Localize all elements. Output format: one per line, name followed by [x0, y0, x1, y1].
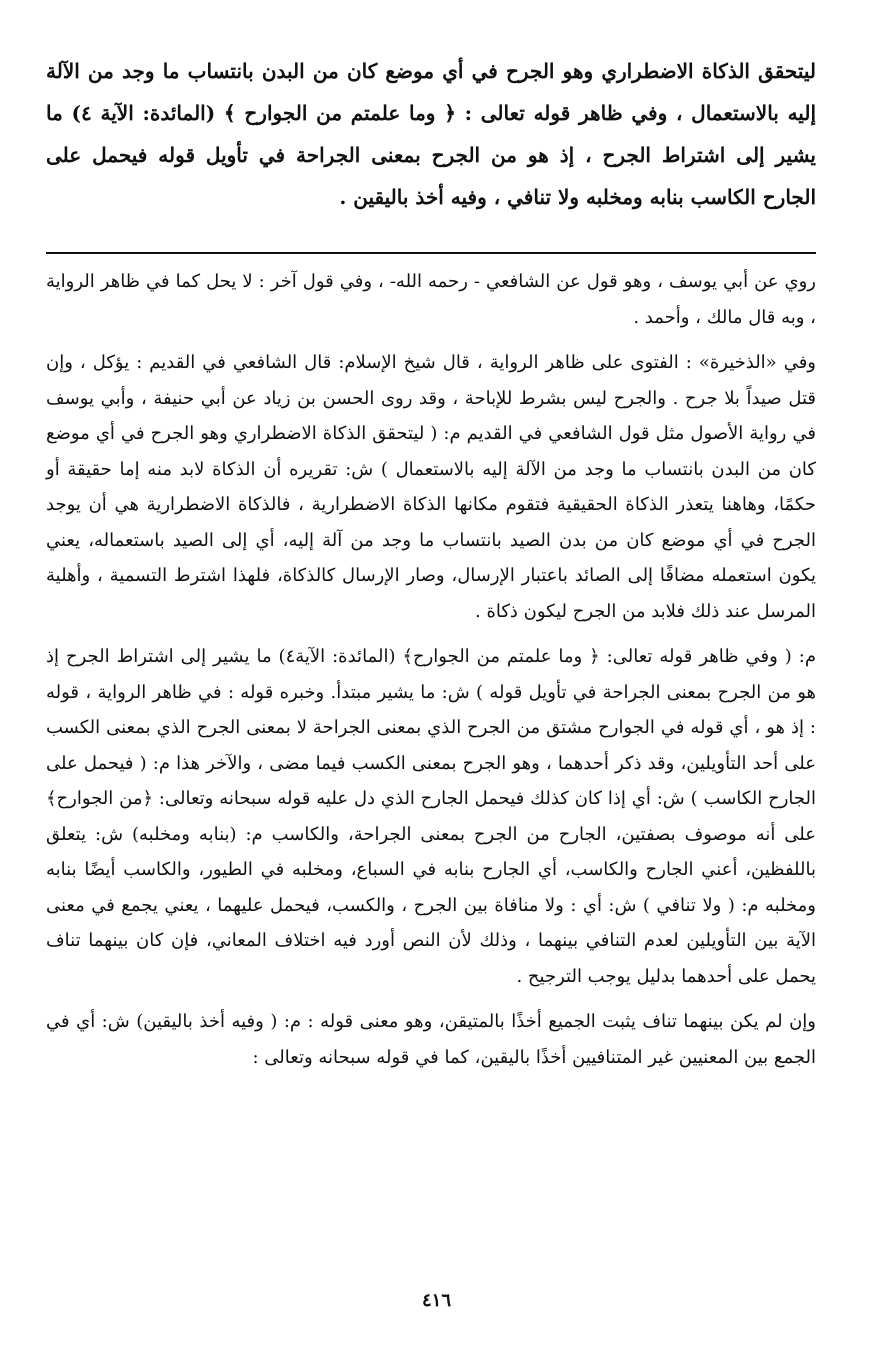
commentary-block — [46, 264, 816, 1075]
commentary-paragraph-3: م: ( وفي ظاهر قوله تعالى: ﴿ وما علمتم من الجوارح﴾ (المائدة: الآية٤) ما يشير إلى اشتراط الجرح إذ هو من الجرح بمعنى الجراحة في تأويل قوله ) ش: ما يشير مبتدأ. وخبره قوله : في ظاهر الرواية ، قوله : إذ هو ، أي قوله في الجوارح مشتق من الجرح الذي بمعنى الجراحة لا بمعنى الجرح الذي بمعنى الكسب على أحد التأويلين، وقد ذكر أحدهما ، وهو الجرح بمعنى الكسب فيما مضى ، والآخر هذا م: ( فيحمل على الجارح الكاسب ) ش: أي إذا كان كذلك فيحمل الجارح الذي دل عليه قوله سبحانه وتعالى: ﴿من الجوارح﴾ على أنه موصوف بصفتين، الجارح من الجرح بمعنى الجراحة، والكاسب م: (بنابه ومخلبه) ش: يتعلق باللفظين، أعني الجارح والكاسب، أي الجارح بنابه في السباع، ومخلبه في الطيور، والكاسب أيضًا بنابه ومخلبه م: ( ولا تنافي ) ش: أي : ولا منافاة بين الجرح ، والكسب، فيحمل عليهما ، يعني يجمع في معنى الآية بين التأويلين لعدم التنافي بينهما ، وذلك لأن النص أورد فيه اختلاف المعاني، فإن كان بينهما تناف يحمل على أحدهما بدليل يوجب الترجيح . — [46, 646, 816, 987]
separator-line — [46, 252, 816, 254]
commentary-paragraph-4: وإن لم يكن بينهما تناف يثبت الجميع أخذًا بالمتيقن، وهو معنى قوله : م: ( وفيه أخذ باليقين) ش: أي في الجمع بين المعنيين غير المتنافيين أخذًا باليقين، كما في قوله سبحانه وتعالى : — [46, 1011, 816, 1068]
book-page — [46, 50, 816, 1075]
page-number: ٤١٦ — [421, 1290, 451, 1311]
main-text-block — [46, 50, 816, 218]
main-text-paragraph: ليتحقق الذكاة الاضطراري وهو الجرح في أي موضع كان من البدن بانتساب ما وجد من الآلة إليه بالاستعمال ، وفي ظاهر قوله تعالى : ﴿ وما علمتم من الجوارح ﴾ (المائدة: الآية ٤) ما يشير إلى اشتراط الجرح ، إذ هو من الجرح بمعنى الجراحة في تأويل قوله فيحمل على الجارح الكاسب بنابه ومخلبه ولا تنافي ، وفيه أخذ باليقين . — [46, 59, 816, 209]
commentary-paragraph-2: وفي «الذخيرة» : الفتوى على ظاهر الرواية ، قال شيخ الإسلام: قال الشافعي في القديم : يؤكل ، وإن قتل صيداً بلا جرح . والجرح ليس بشرط للإباحة ، وقد روى الحسن بن زياد عن أبي حنيفة ، وأبي يوسف في رواية الأصول مثل قول الشافعي في القديم م: ( ليتحقق الذكاة الاضطراري وهو الجرح في أي موضع كان من البدن بانتساب ما وجد من الآلة إليه بالاستعمال ) ش: تقريره أن الذكاة لابد منه إما حقيقة أو حكمًا، وهاهنا يتعذر الذكاة الحقيقية فتقوم مكانها الذكاة الاضطرارية ، فالذكاة الاضطرارية هي أن يوجد الجرح في أي موضع كان من بدن الصيد بانتساب ما وجد من آلة إليه، أي إلى الصيد باستعماله، يعني يكون استعمله مضافًا إلى الصائد باعتبار الإرسال، وصار الإرسال كالذكاة، فلهذا اشترط التسمية ، وأهلية المرسل عند ذلك فلابد من الجرح ليكون ذكاة . — [46, 352, 816, 622]
commentary-paragraph-1: روي عن أبي يوسف ، وهو قول عن الشافعي - رحمه الله- ، وفي قول آخر : لا يحل كما في ظاهر الرواية ، وبه قال مالك ، وأحمد . — [46, 271, 816, 328]
